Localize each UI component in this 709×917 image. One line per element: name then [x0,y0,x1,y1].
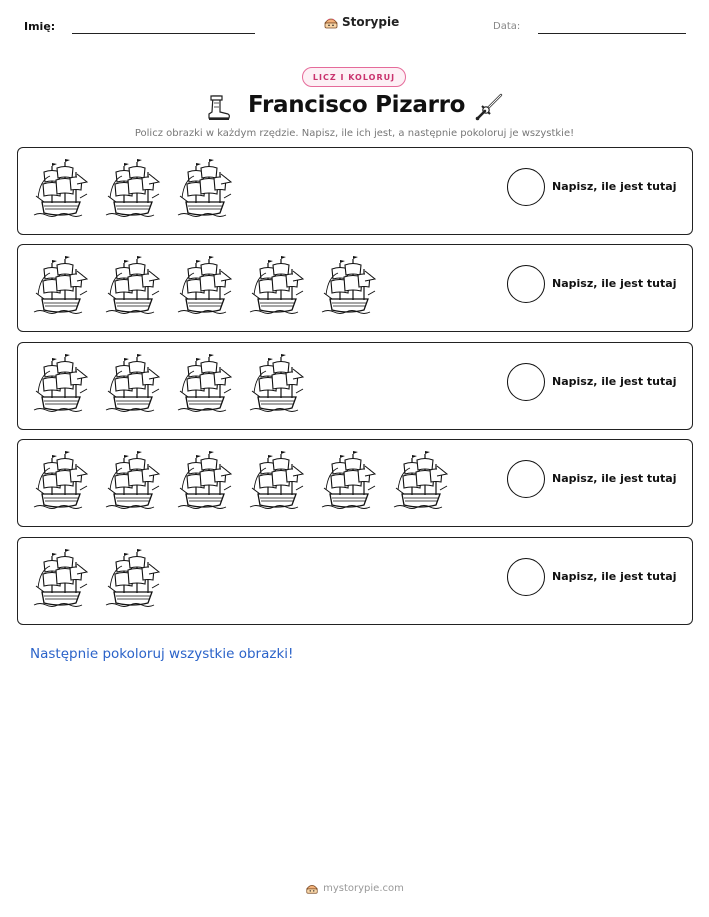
ship-group [30,548,162,610]
boot-icon [205,94,231,122]
date-label: Data: [493,21,521,32]
sailing-ship-icon[interactable] [318,450,378,512]
sailing-ship-icon[interactable] [30,548,90,610]
answer-circle[interactable] [507,265,545,303]
brand-name: Storypie [342,15,400,29]
sailing-ship-icon[interactable] [174,158,234,220]
sailing-ship-icon[interactable] [246,353,306,415]
page-title: Francisco Pizarro [248,92,466,118]
sailing-ship-icon[interactable] [246,255,306,317]
answer-circle[interactable] [507,558,545,596]
sailing-ship-icon[interactable] [102,255,162,317]
counting-row [17,537,693,625]
name-label: Imię: [24,20,56,33]
counting-row [17,342,693,430]
sailing-ship-icon[interactable] [30,353,90,415]
counting-row [17,147,693,235]
answer-label: Napisz, ile jest tutaj [552,277,677,290]
counting-row [17,244,693,332]
sailing-ship-icon[interactable] [30,255,90,317]
coloring-note: Następnie pokoloruj wszystkie obrazki! [30,646,294,662]
sailing-ship-icon[interactable] [246,450,306,512]
sailing-ship-icon[interactable] [102,353,162,415]
answer-label: Napisz, ile jest tutaj [552,375,677,388]
ship-group [30,158,234,220]
name-input-line[interactable] [72,33,255,34]
sailing-ship-icon[interactable] [30,158,90,220]
pie-mascot-icon [323,14,339,30]
answer-label: Napisz, ile jest tutaj [552,180,677,193]
badge-label: LICZ I KOLORUJ [312,72,396,82]
answer-circle[interactable] [507,168,545,206]
ship-group [30,353,306,415]
pie-mascot-icon [305,881,319,895]
top-bar [0,0,709,50]
sailing-ship-icon[interactable] [318,255,378,317]
sword-icon [474,92,504,122]
activity-badge [302,67,406,87]
sailing-ship-icon[interactable] [102,158,162,220]
sailing-ship-icon[interactable] [174,255,234,317]
footer-url: mystorypie.com [323,882,404,894]
sailing-ship-icon[interactable] [174,450,234,512]
answer-circle[interactable] [507,460,545,498]
ship-group [30,450,450,512]
instructions: Policz obrazki w każdym rzędzie. Napisz, ile ich jest, a następnie pokoloruj je wszystkie! [134,128,575,139]
sailing-ship-icon[interactable] [102,450,162,512]
brand-logo [323,13,399,31]
counting-row [17,439,693,527]
sailing-ship-icon[interactable] [102,548,162,610]
sailing-ship-icon[interactable] [30,450,90,512]
date-input-line[interactable] [538,33,686,34]
sailing-ship-icon[interactable] [390,450,450,512]
answer-label: Napisz, ile jest tutaj [552,570,677,583]
answer-circle[interactable] [507,363,545,401]
ship-group [30,255,378,317]
answer-label: Napisz, ile jest tutaj [552,472,677,485]
footer [0,878,709,898]
sailing-ship-icon[interactable] [174,353,234,415]
title-area [0,90,709,124]
